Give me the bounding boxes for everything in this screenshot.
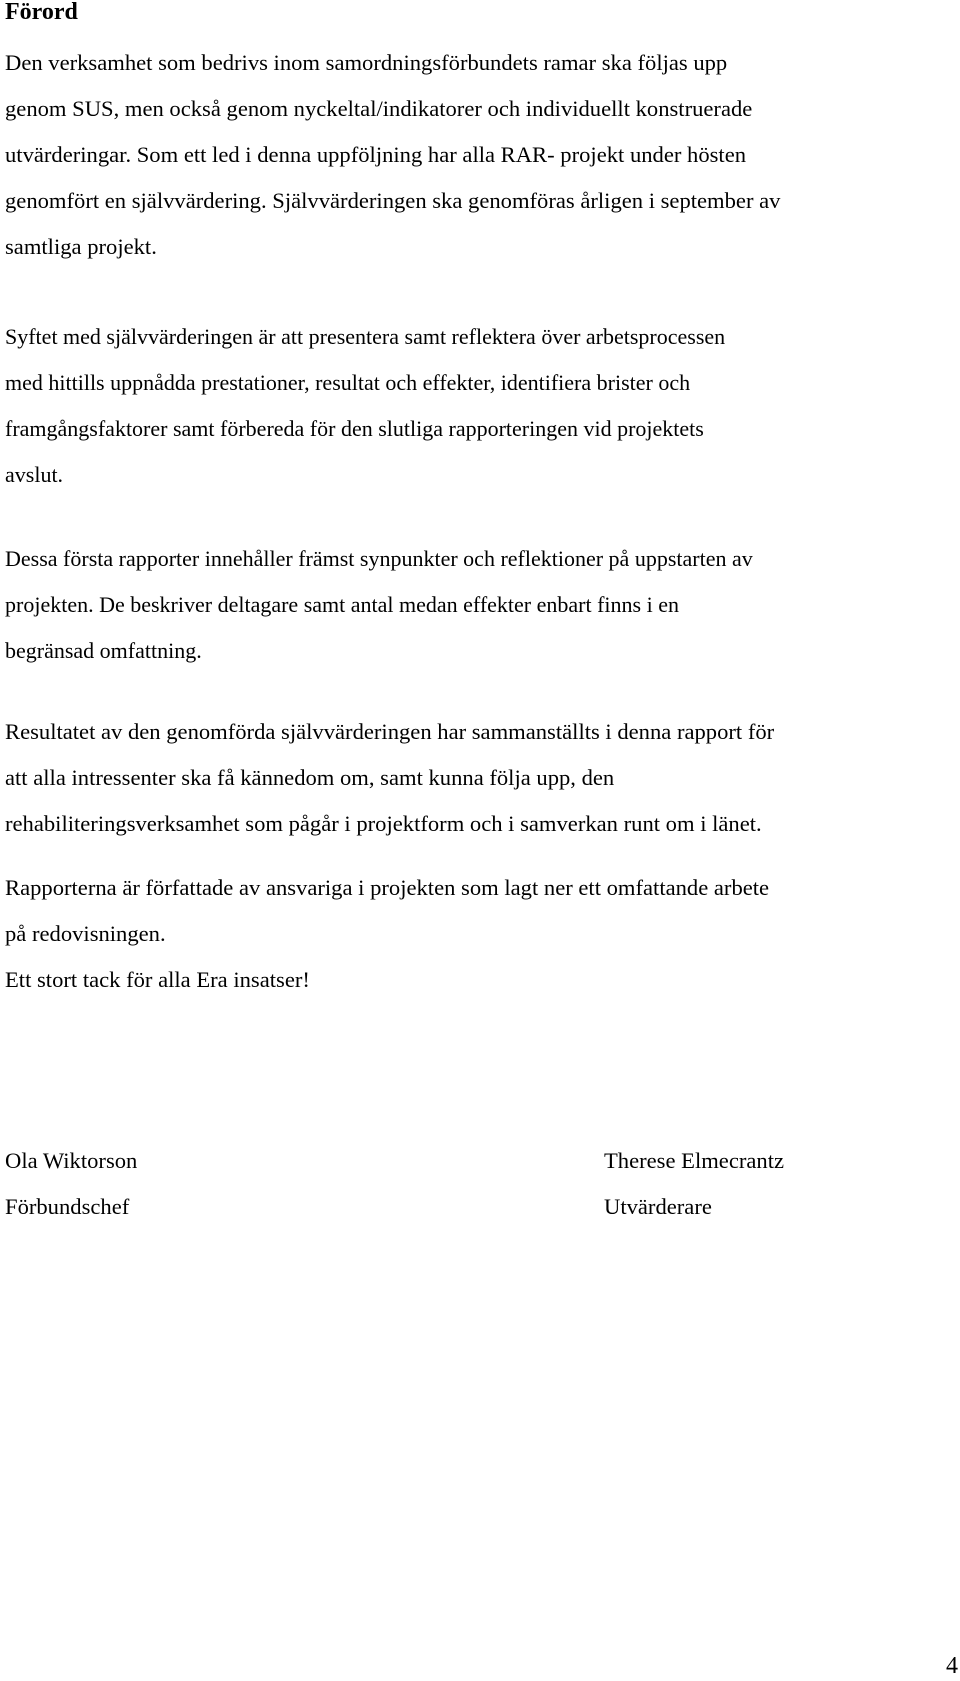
signature-name: Therese Elmecrantz <box>604 1148 785 1173</box>
paragraph-line: Dessa första rapporter innehåller främst synpunkter och reflektioner på uppstarten av <box>5 546 753 571</box>
paragraph-line: samtliga projekt. <box>5 234 157 259</box>
paragraph-intro <box>5 40 953 270</box>
page-title: Förord <box>5 0 78 25</box>
signature-role: Förbundschef <box>5 1194 130 1219</box>
paragraph-line: utvärderingar. Som ett led i denna uppföljning har alla RAR- projekt under hösten <box>5 142 747 167</box>
paragraph-line: rehabiliteringsverksamhet som pågår i projektform och i samverkan runt om i länet. <box>5 811 762 836</box>
signature-role: Utvärderare <box>604 1194 712 1219</box>
paragraph-line: Ett stort tack för alla Era insatser! <box>5 967 310 992</box>
paragraph-line: genomfört en självvärdering. Självvärderingen ska genomföras årligen i september av <box>5 188 781 213</box>
paragraph-line: begränsad omfattning. <box>5 638 202 663</box>
page-number: 4 <box>946 1653 958 1679</box>
paragraph-line: avslut. <box>5 462 64 487</box>
paragraph-line: med hittills uppnådda prestationer, resultat och effekter, identifiera brister och <box>5 370 691 395</box>
paragraph-line: Rapporterna är författade av ansvariga i projekten som lagt ner ett omfattande arbete <box>5 875 770 900</box>
paragraph-line: att alla intressenter ska få kännedom om, samt kunna följa upp, den <box>5 765 615 790</box>
paragraph-result <box>5 709 953 847</box>
paragraph-purpose <box>5 314 953 498</box>
paragraph-thanks <box>5 865 953 1003</box>
signature-block-left <box>5 1138 137 1230</box>
signature-block-right <box>604 1138 784 1230</box>
paragraph-line: Resultatet av den genomförda självvärderingen har sammanställts i denna rapport för <box>5 719 775 744</box>
paragraph-line: Den verksamhet som bedrivs inom samordningsförbundets ramar ska följas upp <box>5 50 728 75</box>
paragraph-line: genom SUS, men också genom nyckeltal/indikatorer och individuellt konstruerade <box>5 96 753 121</box>
signature-name: Ola Wiktorson <box>5 1148 138 1173</box>
paragraph-line: projekten. De beskriver deltagare samt antal medan effekter enbart finns i en <box>5 592 679 617</box>
paragraph-line: framgångsfaktorer samt förbereda för den slutliga rapporteringen vid projektets <box>5 416 704 441</box>
paragraph-reports <box>5 536 953 674</box>
paragraph-line: Syftet med självvärderingen är att presentera samt reflektera över arbetsprocessen <box>5 324 726 349</box>
paragraph-line: på redovisningen. <box>5 921 166 946</box>
